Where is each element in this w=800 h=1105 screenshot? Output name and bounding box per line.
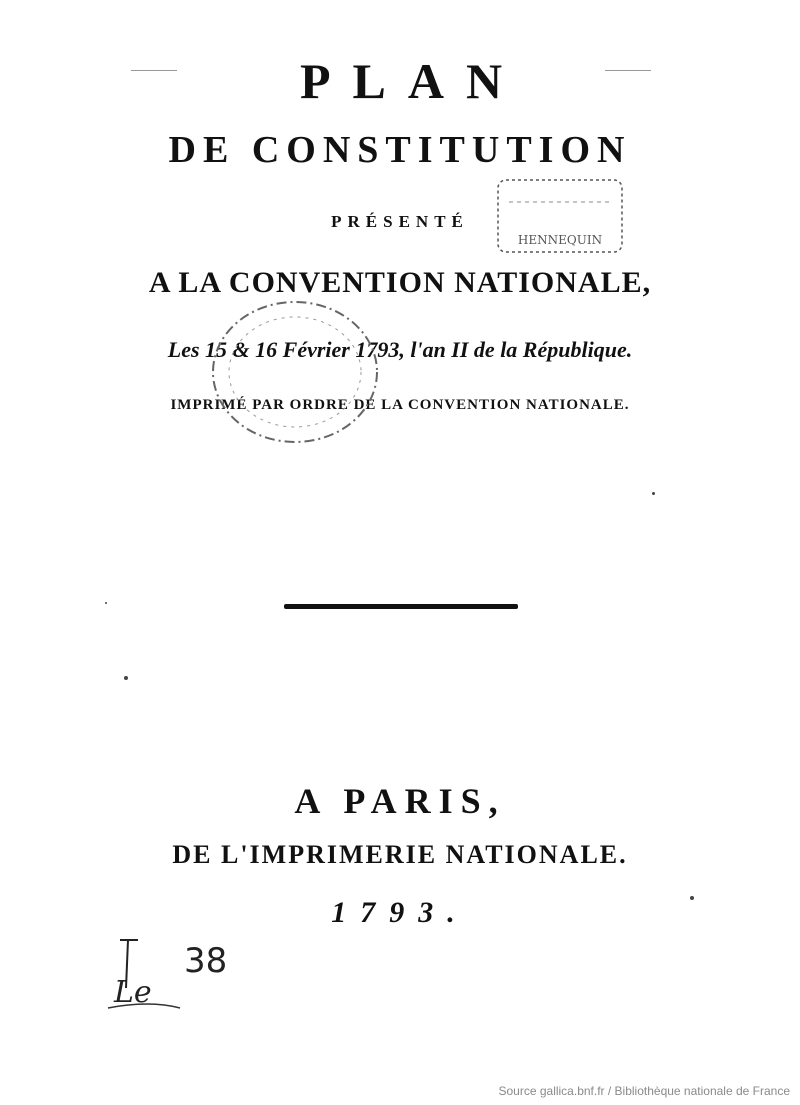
library-stamp-rect — [495, 176, 625, 256]
shelfmark-prefix: Le — [114, 975, 152, 1010]
paper-speck — [124, 676, 128, 680]
title-constitution: DE CONSTITUTION — [168, 129, 632, 171]
paper-speck — [105, 602, 107, 604]
paper-speck — [652, 492, 655, 495]
presented-line: PRÉSENTÉ — [331, 212, 469, 231]
imprint-year: 1793. — [331, 896, 469, 929]
imprint-printer: DE L'IMPRIMERIE NATIONALE. — [172, 840, 628, 869]
printed-by-order-line: IMPRIMÉ PAR ORDRE DE LA CONVENTION NATIONALE. — [170, 397, 630, 413]
paper-speck — [605, 70, 651, 71]
paper-speck — [131, 70, 177, 71]
shelfmark-number: 38 — [184, 941, 228, 981]
handwritten-shelfmark — [100, 930, 240, 1020]
imprint-place: A PARIS, — [294, 781, 506, 821]
paper-speck — [690, 896, 694, 900]
source-attribution: Source gallica.bnf.fr / Bibliothèque nationale de France — [498, 1084, 790, 1098]
convention-line: A LA CONVENTION NATIONALE, — [148, 266, 652, 299]
library-stamp-text: HENNEQUIN — [517, 233, 603, 247]
dates-line: Les 15 & 16 Février 1793, l'an II de la République. — [167, 337, 633, 362]
library-stamp-circle — [205, 292, 385, 452]
title-plan: PLAN — [299, 53, 525, 109]
horizontal-rule — [284, 604, 518, 609]
